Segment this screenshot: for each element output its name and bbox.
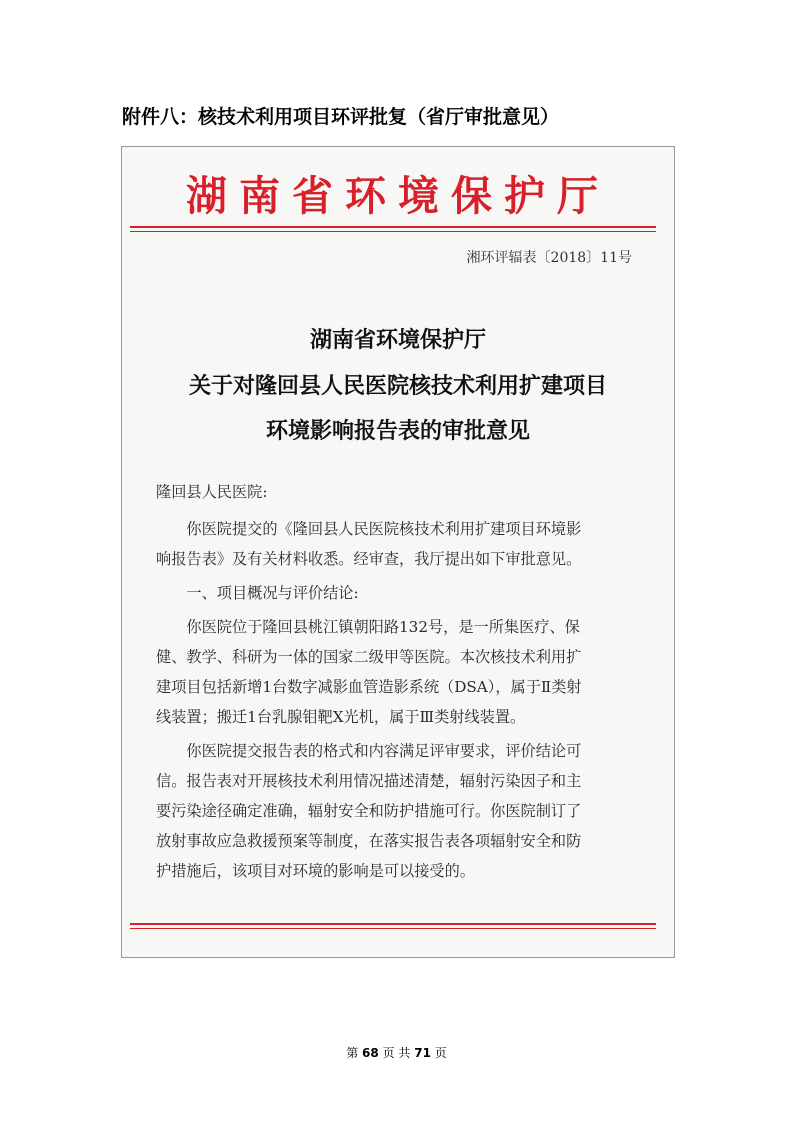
footer-mid: 页 共 — [382, 1046, 411, 1060]
footer-rule-top — [130, 923, 656, 925]
current-page-number: 68 — [362, 1046, 379, 1060]
footer-rule-bottom — [130, 928, 656, 929]
letterhead: 湖南省环境保护厅 — [186, 172, 610, 220]
body-line: 你医院提交报告表的格式和内容满足评审要求，评价结论可 — [156, 742, 582, 760]
document-heading-line-2: 关于对隆回县人民医院核技术利用扩建项目 — [188, 373, 607, 399]
body-line: 响报告表》及有关材料收悉。经审查，我厅提出如下审批意见。 — [156, 550, 582, 568]
letterhead-rule-bottom — [130, 231, 656, 232]
document-heading-line-1: 湖南省环境保护厅 — [309, 327, 486, 353]
body-line: 你医院提交的《隆回县人民医院核技术利用扩建项目环境影 — [156, 520, 582, 538]
body-line: 护措施后，该项目对环境的影响是可以接受的。 — [156, 862, 475, 880]
body-line: 线装置；搬迁1台乳腺钼靶X光机，属于Ⅲ类射线装置。 — [156, 708, 526, 726]
document-heading-line-3: 环境影响报告表的审批意见 — [265, 418, 530, 444]
body-line: 放射事故应急救援预案等制度，在落实报告表各项辐射安全和防 — [156, 832, 582, 850]
body-line: 健、教学、科研为一体的国家二级甲等医院。本次核技术利用扩 — [156, 648, 582, 666]
body-line: 一、项目概况与评价结论: — [156, 584, 359, 602]
total-page-number: 71 — [414, 1046, 431, 1060]
annex-title: 附件八：核技术利用项目环评批复（省厅审批意见） — [122, 106, 560, 128]
body-line: 建项目包括新增1台数字减影血管造影系统（DSA），属于Ⅱ类射 — [156, 678, 582, 696]
body-line: 信。报告表对开展核技术利用情况描述清楚，辐射污染因子和主 — [156, 772, 582, 790]
document-number: 湘环评辐表〔2018〕11号 — [466, 250, 632, 266]
footer-prefix: 第 — [346, 1046, 359, 1060]
body-line: 隆回县人民医院: — [156, 483, 268, 501]
letterhead-rule-top — [130, 226, 656, 228]
scanned-document — [121, 146, 675, 958]
body-line: 要污染途径确定准确，辐射安全和防护措施可行。你医院制订了 — [156, 802, 582, 820]
footer-suffix: 页 — [434, 1046, 447, 1060]
page-footer — [0, 1044, 793, 1061]
body-line: 你医院位于隆回县桃江镇朝阳路132号，是一所集医疗、保 — [156, 618, 580, 636]
body-paragraphs — [156, 477, 634, 886]
